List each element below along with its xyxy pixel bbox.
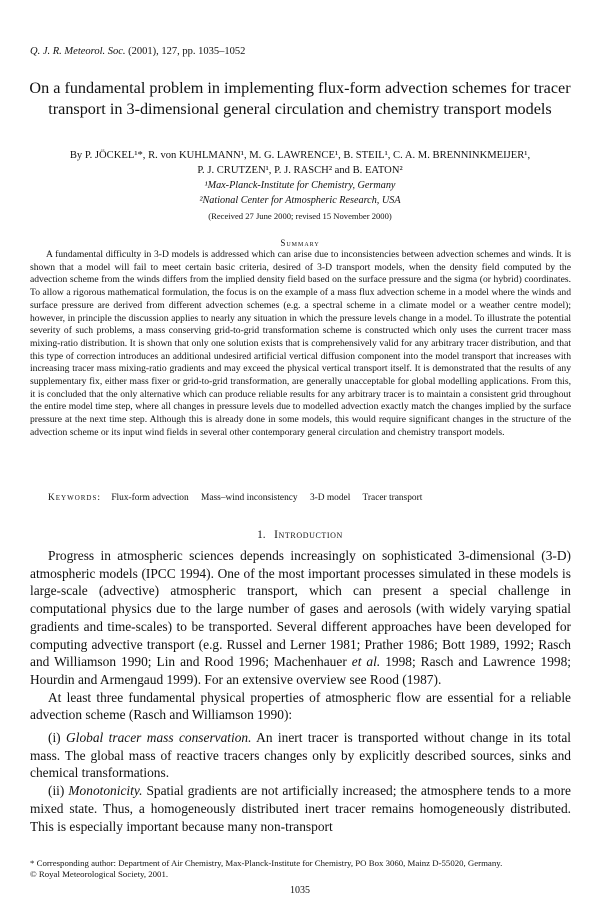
journal-citation bbox=[30, 46, 245, 57]
paragraph: At least three fundamental physical properties of atmospheric flow are essential for a reliable advection scheme (Rasch and Williamson 1990): bbox=[30, 689, 571, 723]
journal-details: (2001), 127, pp. 1035–1052 bbox=[128, 46, 246, 57]
section-number: 1. bbox=[257, 529, 266, 541]
abstract-text: A fundamental difficulty in 3-D models is addressed which can arise due to inconsistencies between advection schemes and winds. It is shown that a model will fail to meet certain basic criteria, desired of 3-D transport models, when the density field computed by the advection scheme from the winds differs from the implied density field based on the surface pressure and the sigma (or hybrid) coordinates. To allow a rigorous mathematical formulation, the focus is on the example of a mass flux advection scheme in a model where the winds and surface pressure are derived from different advection schemes (e.g. a spectral scheme in a climate model or a weather centre model); however, in principle the discussion applies to nearly any situation in which the pressure levels change in a model. To illustrate the potential severity of such problems, a mass conserving grid-to-grid transformation scheme is constructed which only uses the current tracer mass mixing-ratio distribution. It is shown that only one solution exists that is comprehensively valid for any arbitrary tracer distribution, and that this type of correction introduces an additional undesired artificial vertical diffusion component into the model transport that increases with increasing tracer mass mixing-ratio gradients and may exceed the physical vertical transport itself. It is demonstrated that the results of any supplementary fix, either mass fixer or grid-to-grid transformation, are generally unacceptable for global modelling applications. From this, it is concluded that the only alternative which can produce reliable results for any arbitrary tracer is to maintain a consistent grid throughout the entire model time step, where all changes in pressure levels due to modelled advection exactly match the changes implied by the surface pressure at the next time step. Although this is already done in some models, this would require significant changes in the structure of the advection scheme or its input wind fields in several other contemporary general circulation and chemistry transport models. bbox=[30, 249, 571, 438]
paragraph: (ii) Monotonicity. Spatial gradients are not artificially increased; the atmosphere tends to a more mixed state. Thus, a homogeneously distributed inert tracer remains homogeneously distributed. This is especially important because many non-transport bbox=[30, 783, 571, 834]
received-dates: (Received 27 June 2000; revised 15 November 2000) bbox=[208, 211, 392, 221]
paper-title: On a fundamental problem in implementing flux-form advection schemes for tracer transport in 3-dimensional general circulation and chemistry transport models bbox=[29, 79, 571, 118]
author-line-1: By P. JÖCKEL¹*, R. von KUHLMANN¹, M. G. LAWRENCE¹, B. STEIL¹, C. A. M. BRENNINKMEIJER¹, bbox=[69, 150, 531, 161]
paragraph: (i) Global tracer mass conservation. An inert tracer is transported without change in its total mass. The global mass of reactive tracers changes only by explicitly described sources, sinks and chemical transformations. bbox=[30, 730, 571, 781]
keyword: Tracer transport bbox=[362, 493, 423, 503]
copyright-note: © Royal Meteorological Society, 2001. bbox=[30, 869, 169, 880]
section-heading bbox=[20, 529, 580, 541]
author-block bbox=[20, 148, 580, 208]
keywords-line bbox=[48, 493, 432, 503]
keyword: Flux-form advection bbox=[111, 493, 189, 503]
summary-heading: Summary bbox=[280, 238, 320, 248]
page-number: 1035 bbox=[290, 885, 310, 896]
section-title: Introduction bbox=[274, 529, 343, 541]
keyword: Mass–wind inconsistency bbox=[201, 493, 298, 503]
affiliation-1: ¹Max-Planck-Institute for Chemistry, Germany bbox=[204, 180, 396, 191]
author-line-2: P. J. CRUTZEN¹, P. J. RASCH² and B. EATON² bbox=[197, 165, 403, 176]
body-text bbox=[30, 547, 571, 835]
paragraph: Progress in atmospheric sciences depends increasingly on sophisticated 3-dimensional (3-D) atmospheric models (IPCC 1994). One of the most important processes simulated in these models is large-scale (advective) atmospheric transport, which can present a special challenge in computational physics due to the large number of gases and aerosols (with widely varying spatial gradients and time-scales) to be transported. Several different approaches have been developed for computing advective transport (e.g. Russel and Lerner 1981; Prather 1986; Bott 1989, 1992; Rasch and Williamson 1990; Lin and Rood 1996; Machenhauer et al. 1998; Rasch and Lawrence 1998; Hourdin and Armengaud 1999). For an extensive overview see Rood (1987). bbox=[30, 548, 571, 687]
corresponding-author-note: * Corresponding author: Department of Air Chemistry, Max-Planck-Institute for Chemistry, PO Box 3060, Mainz D-55020, Germany. bbox=[30, 858, 503, 868]
affiliation-2: ²National Center for Atmospheric Research, USA bbox=[199, 195, 401, 206]
keywords-label: Keywords: bbox=[48, 493, 101, 503]
keyword: 3-D model bbox=[309, 493, 351, 503]
footnotes bbox=[30, 858, 571, 881]
journal-name: Q. J. R. Meteorol. Soc. bbox=[30, 46, 126, 57]
